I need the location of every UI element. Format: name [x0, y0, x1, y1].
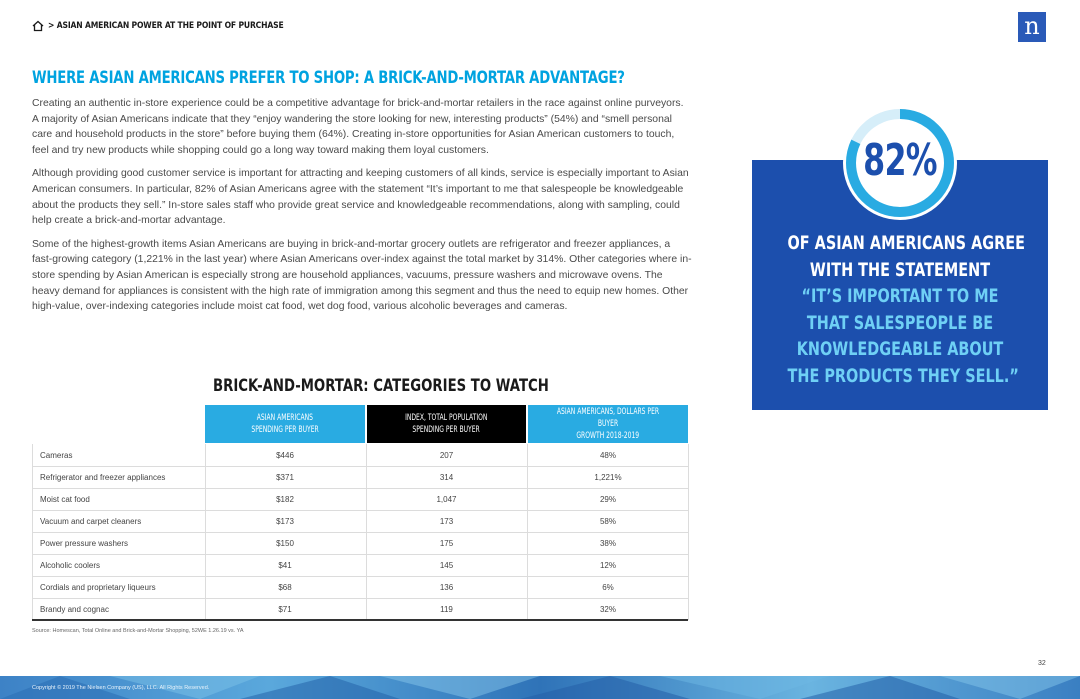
- table-row: [32, 445, 688, 467]
- category-cell: Power pressure washers: [40, 539, 129, 548]
- category-cell: Moist cat food: [40, 495, 90, 504]
- category-cell: Brandy and cognac: [40, 605, 109, 614]
- callout-quote-line: THAT SALESPEOPLE BE: [806, 311, 994, 334]
- page-number: 32: [1038, 660, 1046, 667]
- breadcrumb: [32, 20, 325, 32]
- index-cell: 175: [439, 539, 454, 548]
- table-divider: [32, 444, 33, 620]
- table-row: [32, 511, 688, 533]
- callout-statement: [752, 230, 1048, 389]
- index-cell: 145: [439, 561, 454, 570]
- spending-cell: $182: [276, 495, 294, 504]
- spending-cell: $71: [278, 605, 292, 614]
- paragraph: Some of the highest-growth items Asian Americans are buying in brick-and-mortar grocery outlets are refrigerator and freezer appliances, a fast-growing category (1,221% in the last year) where Asian Americans over-index against the total market by 314%. Other categories where in-store spending by Asian American is especially strong are household appliances, vacuums, pressure washers and microwave ovens. The heavy demand for appliances is consistent with the high rate of immigration among this segment and thus the need to equip new homes. Other high-value, over-indexing categories include moist cat food, wet dog food, various alcoholic beverages and cameras.: [32, 238, 692, 313]
- index-cell: 207: [439, 451, 454, 460]
- callout-quote-line: “IT’S IMPORTANT TO ME: [801, 285, 999, 307]
- table-divider: [205, 444, 206, 620]
- callout-line: WITH THE STATEMENT: [809, 258, 991, 281]
- index-cell: 173: [439, 517, 454, 526]
- category-cell: Cameras: [40, 451, 73, 460]
- table-title: BRICK-AND-MORTAR: CATEGORIES TO WATCH: [213, 376, 549, 396]
- index-cell: 136: [439, 583, 454, 592]
- callout-line: OF ASIAN AMERICANS AGREE: [787, 232, 1025, 254]
- footer-band: [0, 676, 1080, 699]
- column-header-index: INDEX, TOTAL POPULATION SPENDING PER BUYER: [367, 405, 526, 443]
- table-row: [32, 533, 688, 555]
- spending-cell: $68: [278, 583, 292, 592]
- index-cell: 1,047: [436, 495, 457, 504]
- category-cell: Vacuum and carpet cleaners: [40, 517, 142, 526]
- column-header-growth: ASIAN AMERICANS, DOLLARS PER BUYER GROWTH 2018-2019: [528, 405, 688, 443]
- source-note: Source: Homescan, Total Online and Brick-and-Mortar Shopping, 52WE 1.26.19 vs. YA: [32, 628, 244, 634]
- table-bottom-rule: [32, 619, 688, 621]
- copyright: Copyright © 2019 The Nielsen Company (US), LLC. All Rights Reserved.: [32, 685, 210, 691]
- table-row: [32, 489, 688, 511]
- index-cell: 314: [439, 473, 454, 482]
- category-cell: Refrigerator and freezer appliances: [40, 473, 166, 482]
- category-cell: Cordials and proprietary liqueurs: [40, 583, 156, 592]
- body-text: [32, 96, 692, 323]
- paragraph: Creating an authentic in-store experience could be a competitive advantage for brick-and-mortar retailers in the race against online purveyors. A majority of Asian Americans indicate that they “enjoy wandering the store looking for new, interesting products” (54%) and “smell personal care and household products in the store” before buying them (64%). Creating in-store opportunities for Asian American customers to touch, feel and try new products while shopping could go a long way toward making them loyal customers.: [32, 98, 684, 156]
- index-cell: 119: [440, 605, 453, 614]
- paragraph: Although providing good customer service is important for attracting and keeping customers of all kinds, service is especially important to Asian American consumers. In particular, 82% of Asian Americans agree with the statement “It’s important to me that salespeople be knowledgeable about the products they sell.” In-store sales staff who provide great service and knowledgeable recommendations, along with sampling, could help create a brick-and-mortar advantage.: [32, 168, 689, 227]
- category-cell: Alcoholic coolers: [40, 561, 101, 570]
- callout-quote-line: THE PRODUCTS THEY SELL.”: [787, 364, 1019, 387]
- growth-cell: 32%: [599, 605, 616, 614]
- growth-cell: 29%: [599, 495, 616, 504]
- percent-value: 82%: [863, 135, 937, 186]
- table-row: [32, 577, 688, 599]
- table-divider: [688, 444, 689, 620]
- spending-cell: $446: [276, 451, 294, 460]
- table-row: [32, 599, 688, 621]
- growth-cell: 12%: [599, 561, 616, 570]
- table-divider: [527, 444, 528, 620]
- breadcrumb-text[interactable]: > ASIAN AMERICAN POWER AT THE POINT OF PURCHASE: [48, 21, 284, 31]
- growth-cell: 6%: [602, 583, 614, 592]
- home-icon[interactable]: [32, 20, 44, 32]
- growth-cell: 1,221%: [594, 473, 622, 482]
- page-title: WHERE ASIAN AMERICANS PREFER TO SHOP: A BRICK-AND-MORTAR ADVANTAGE?: [32, 68, 625, 88]
- table-divider: [366, 444, 367, 620]
- spending-cell: $173: [276, 517, 294, 526]
- spending-cell: $41: [278, 561, 292, 570]
- growth-cell: 58%: [599, 517, 616, 526]
- nielsen-logo: n: [1018, 12, 1046, 42]
- spending-cell: $371: [276, 473, 294, 482]
- growth-cell: 48%: [599, 451, 616, 460]
- callout-quote-line: KNOWLEDGEABLE ABOUT: [796, 338, 1004, 360]
- table-row: [32, 555, 688, 577]
- table-row: [32, 467, 688, 489]
- spending-cell: $150: [276, 539, 294, 548]
- growth-cell: 38%: [599, 539, 616, 548]
- column-header-spending: ASIAN AMERICANS SPENDING PER BUYER: [205, 405, 365, 443]
